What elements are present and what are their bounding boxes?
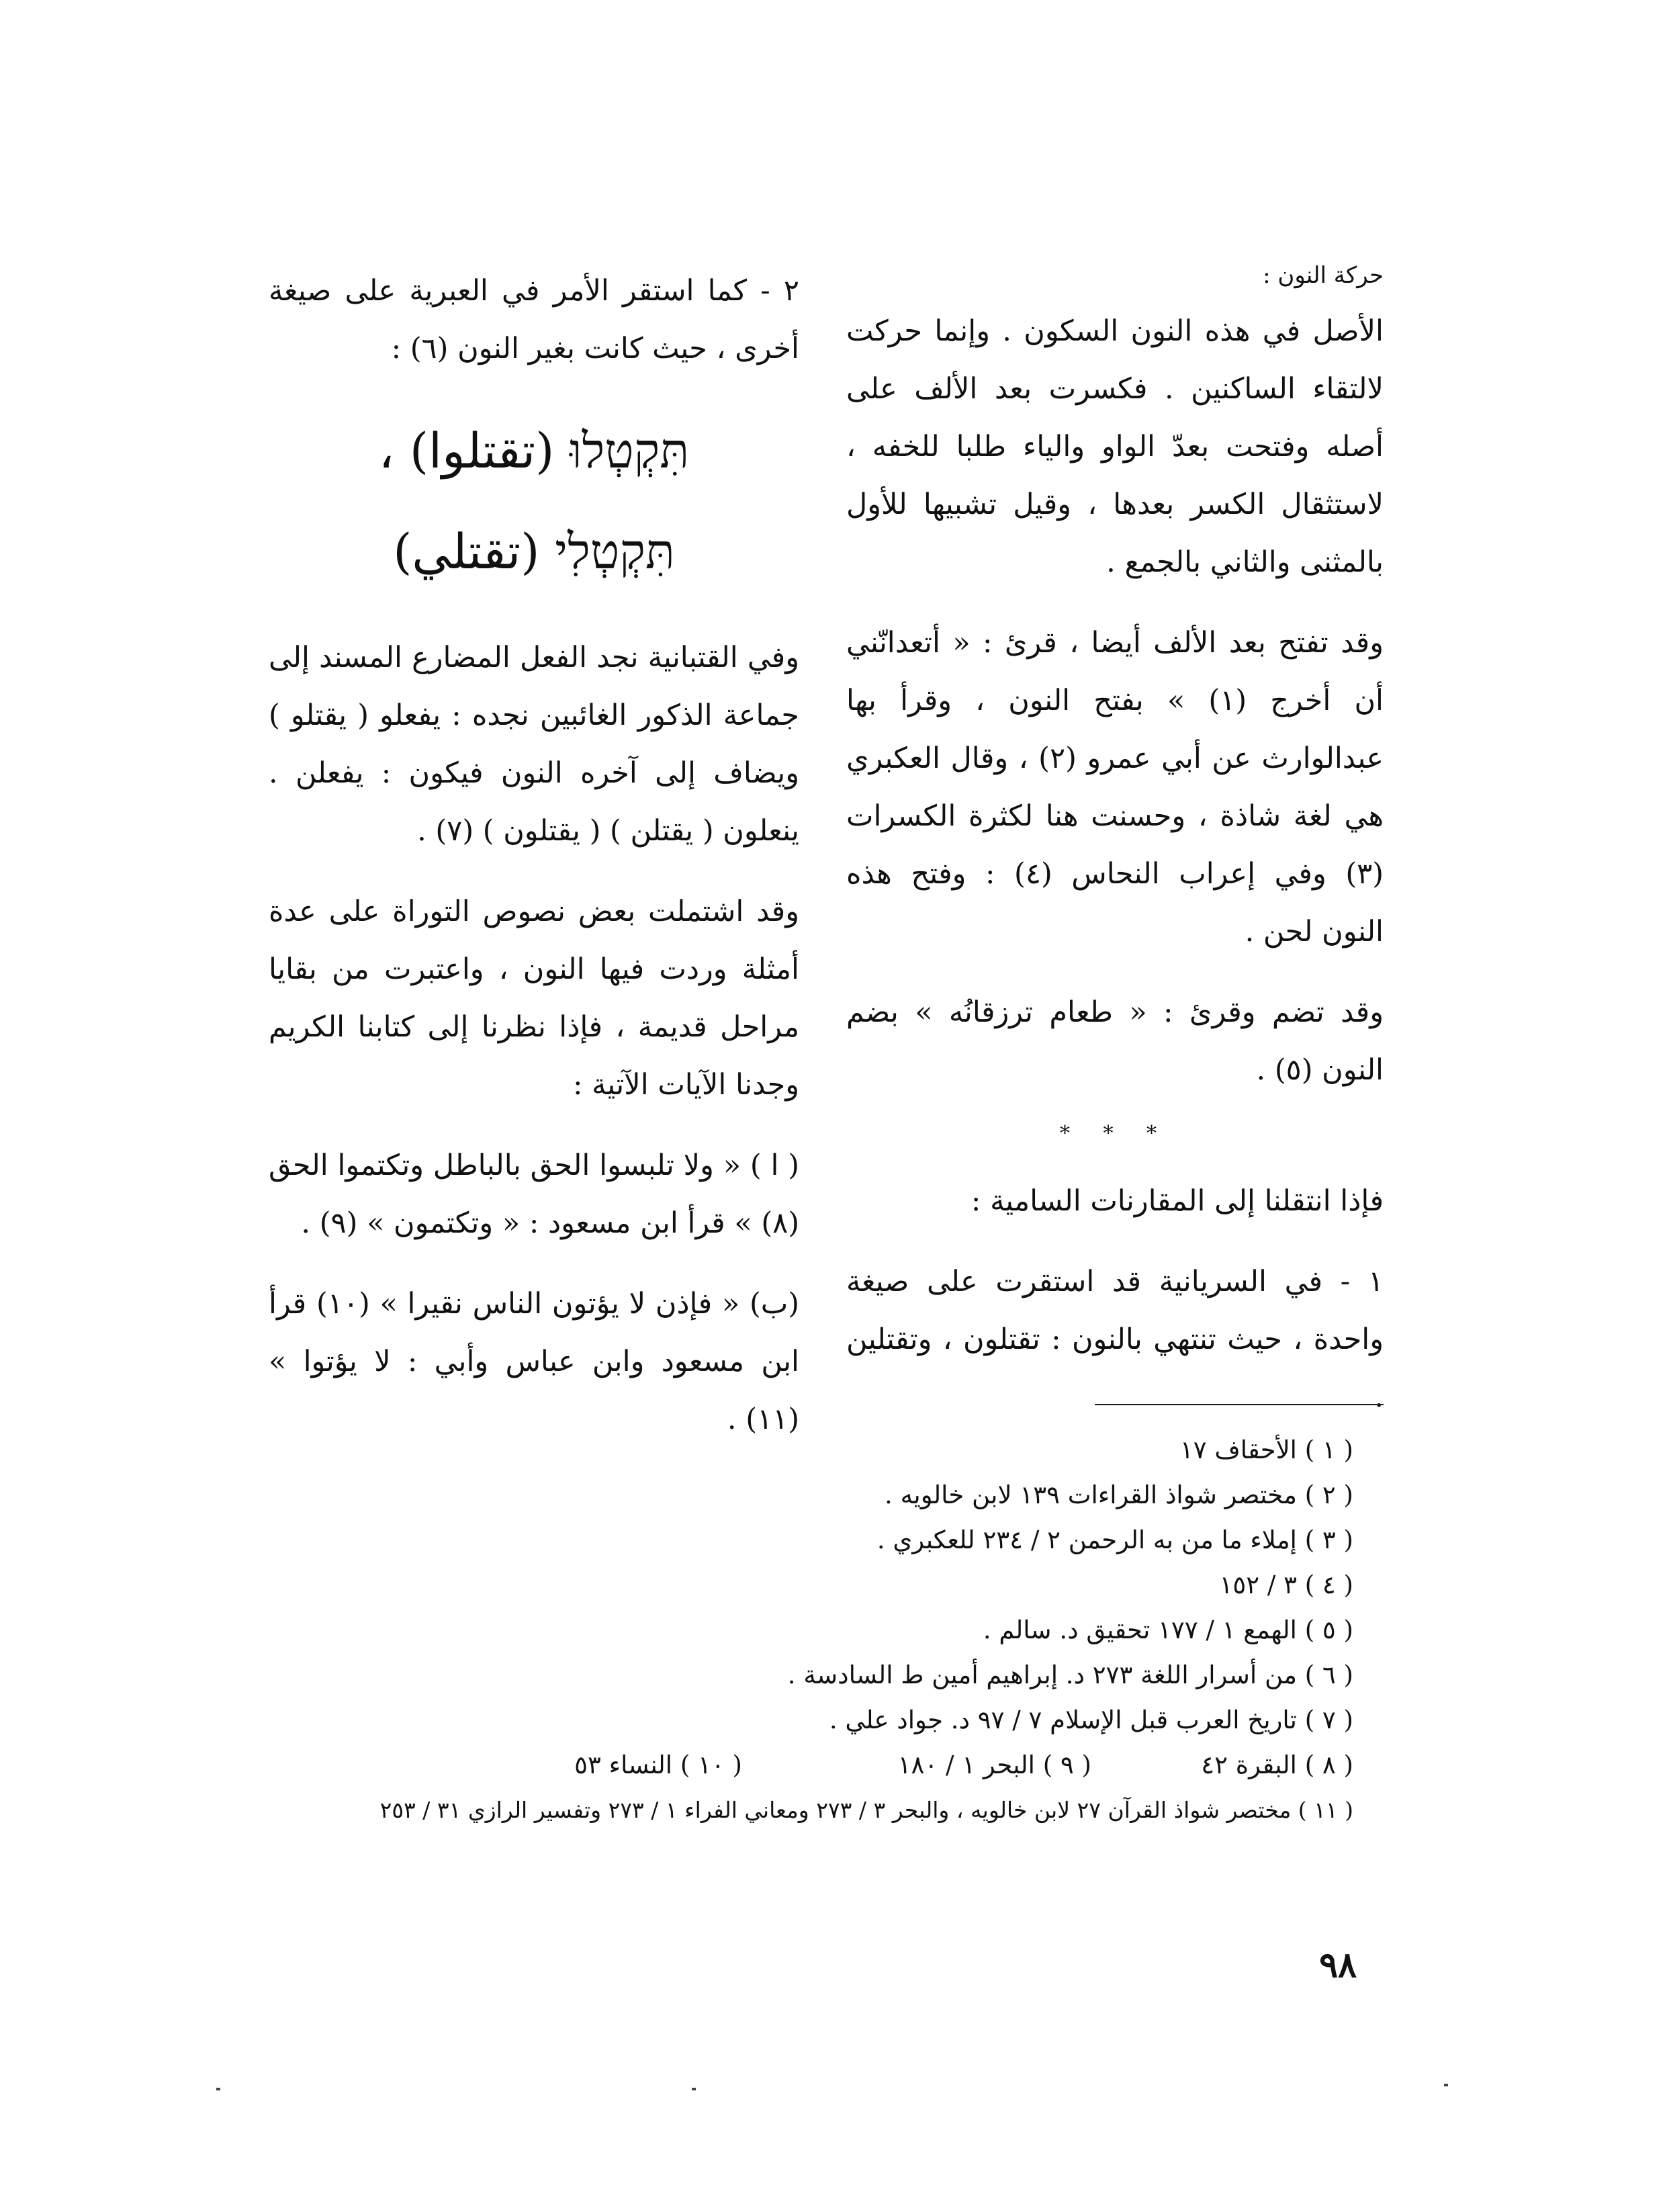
paragraph: وفي القتبانية نجد الفعل المضارع المسند إلى جماعة الذكور الغائبين نجده : يفعلو ( يقتلو ) ويضاف إلى آخره النون فيكون : يفعلن . ينعلون ( يقتلن ) ( يقتلون ) (٧) . [269, 641, 799, 848]
section-heading: حركة النون : [1263, 262, 1384, 289]
paragraph: وقد اشتملت بعض نصوص التوراة على عدة أمثلة وردت فيها النون ، واعتبرت من بقايا مراحل قديمة ، فإذا نظرنا إلى كتابنا الكريم وجدنا الآيات الآتية : [269, 895, 799, 1102]
footnote: ( ٨ ) البقرة ٤٢ [1201, 1751, 1353, 1779]
footnote: ( ١٠ ) النساء ٥٣ [574, 1751, 742, 1779]
hebrew-example: תִּקְטְלוּ (تقتلوا) ، [378, 423, 690, 479]
scan-speck [216, 2088, 220, 2090]
footnote-row [269, 1742, 1353, 1787]
footnote: ( ٤ ) ٣ / ١٥٢ [1219, 1570, 1353, 1599]
left-column [269, 262, 799, 1471]
paragraph: الأصل في هذه النون السكون . وإنما حركت لالتقاء الساكنين . فكسرت بعد الألف على أصله وفتحت بعدّ الواو والياء طلبا للخفه ، لاستثقال الكسر بعدها ، وقيل تشبيها للأول بالمثنى والثاني بالجمع . [846, 314, 1384, 579]
footnote: ( ٦ ) من أسرار اللغة ٢٧٣ د. إبراهيم أمين ط السادسة . [787, 1661, 1353, 1689]
scan-speck [1444, 2084, 1448, 2086]
right-column [846, 262, 1384, 1449]
footnote: ( ٣ ) إملاء ما من به الرحمن ٢ / ٢٣٤ للعكبري . [876, 1525, 1353, 1554]
paragraph: وقد تضم وقرئ : « طعام ترزقانُه » بضم النون (٥) . [846, 996, 1384, 1087]
footnote: ( ٥ ) الهمع ١ / ١٧٧ تحقيق د. سالم . [983, 1616, 1353, 1644]
paragraph: وقد تفتح بعد الألف أيضا ، قرئ : « أتعدانّني أن أخرج (١) » بفتح النون ، وقرأ بها عبدالوارث عن أبي عمرو (٢) ، وقال العكبري هي لغة شاذة ، وحسنت هنا لكثرة الكسرات (٣) وفي إعراب النحاس (٤) : وفتح هذه النون لحن . [846, 626, 1384, 948]
scan-speck [692, 2088, 696, 2090]
footnotes [269, 1427, 1353, 1832]
footnote-divider [1095, 1404, 1384, 1405]
footnote: ( ١١ ) مختصر شواذ القرآن ٢٧ لابن خالويه ، والبحر ٣ / ٢٧٣ ومعاني الفراء ١ / ٢٧٣ وتفسير الرازي ٣١ / ٢٥٣ [379, 1797, 1353, 1823]
footnote: ( ٩ ) البحر ١ / ١٨٠ [897, 1751, 1091, 1779]
page-number: ٩٨ [1319, 1945, 1357, 1986]
footnote: ( ١ ) الأحقاف ١٧ [1179, 1435, 1353, 1464]
paragraph: (ب) « فإذن لا يؤتون الناس نقيرا » (١٠) قرأ ابن مسعود وابن عباس وأبي : لا يؤتوا » (١١) . [269, 1287, 799, 1436]
footnote: ( ٢ ) مختصر شواذ القراءات ١٣٩ لابن خالويه . [885, 1480, 1353, 1509]
paragraph: ١ - في السريانية قد استقرت على صيغة واحدة ، حيث تنتهي بالنون : تقتلون ، وتقتلين . [846, 1265, 1384, 1414]
separator-stars: * * * [1059, 1122, 1171, 1145]
footnote: ( ٧ ) تاريخ العرب قبل الإسلام ٧ / ٩٧ د. جواد علي . [829, 1706, 1353, 1734]
paragraph: ( ا ) « ولا تلبسوا الحق بالباطل وتكتموا الحق (٨) » قرأ ابن مسعود : « وتكتمون » (٩) . [269, 1149, 799, 1240]
paragraph: ٢ - كما استقر الأمر في العبرية على صيغة أخرى ، حيث كانت بغير النون (٦) : [269, 274, 799, 365]
paragraph: فإذا انتقلنا إلى المقارنات السامية : [971, 1184, 1384, 1218]
hebrew-example: תִּקְטְלִי (تقتلي) [393, 523, 675, 580]
